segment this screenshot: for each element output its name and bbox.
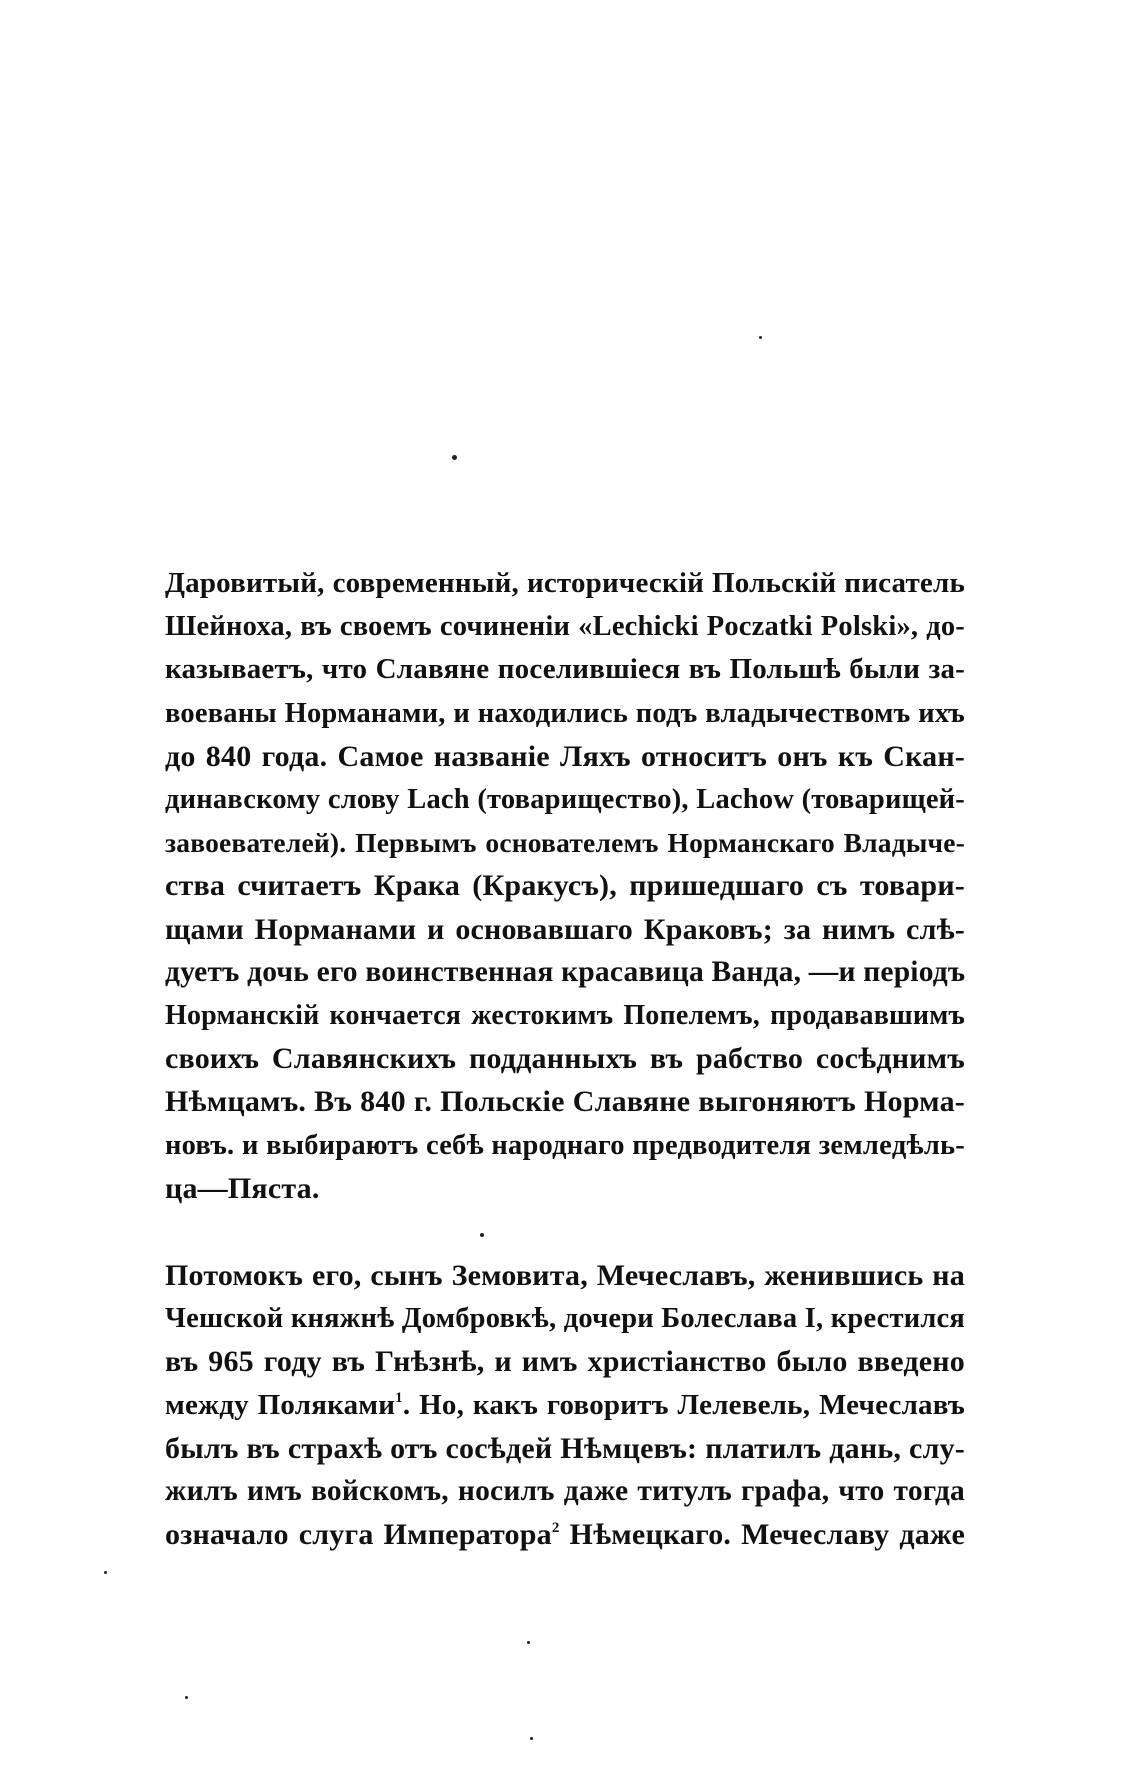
text-line: ца—Пяста.	[165, 1171, 320, 1205]
text-segment: означало слуга Императора	[165, 1518, 552, 1552]
footnote-mark: 1	[395, 1389, 403, 1406]
text-line: Шейноха, въ своемъ сочиненіи «Lechicki Poczatki Polski», до-	[165, 611, 965, 643]
footnote-mark: 2	[551, 1520, 560, 1537]
text-line: дуетъ дочь его воинственная красавица Ванда, —и періодъ	[165, 955, 966, 988]
text-segment: . Но, какъ говоритъ Лелевель, Мечеславъ	[402, 1388, 965, 1421]
text-line: жилъ имъ войскомъ, носилъ даже титулъ графа, что тогда	[165, 1475, 965, 1508]
text-line: новъ. и выбираютъ себѣ народнаго предводителя землeдѣль-	[165, 1129, 965, 1161]
scan-speck	[452, 455, 457, 460]
scan-speck	[185, 1696, 188, 1699]
text-line: щами Норманами и основавшаго Краковъ; за нимъ слѣ-	[165, 912, 965, 946]
text-segment: Нѣмецкаго. Мечеславу даже	[559, 1518, 965, 1552]
text-line: своихъ Славянскихъ подданныхъ въ рабство сосѣднимъ	[165, 1042, 965, 1076]
scan-speck	[759, 336, 762, 339]
text-line: въ 965 году въ Гнѣзнѣ, и имъ христіанство было введено	[165, 1345, 965, 1379]
paragraph-1	[165, 562, 965, 1210]
text-line: былъ въ страхѣ отъ сосѣдей Нѣмцевъ: платилъ дань, слу-	[165, 1431, 965, 1465]
text-line-with-footnote	[165, 1513, 965, 1556]
scan-speck	[480, 1233, 484, 1237]
paragraph-2	[165, 1254, 965, 1556]
text-line: Норманскій кончается жестокимъ Попелемъ, продававшимъ	[165, 1000, 965, 1032]
text-segment: между Поляками	[165, 1388, 396, 1421]
text-line: до 840 года. Самое названіе Ляхъ относитъ онъ къ Скан-	[165, 739, 965, 773]
scan-speck	[530, 1737, 533, 1740]
text-line: Потомокъ его, сынъ Земовита, Мечеславъ, женившись на	[165, 1259, 965, 1292]
text-line: Даровитый, современный, историческій Польскій писатель	[165, 567, 965, 599]
text-line: Чешской княжнѣ Домбровкѣ, дочери Болеслава I, крестился	[165, 1303, 965, 1335]
text-line: воеваны Норманами, и находились подъ владычествомъ ихъ	[165, 697, 965, 729]
text-line: Нѣмцамъ. Въ 840 г. Польскіе Славяне выгоняютъ Норма-	[165, 1085, 965, 1119]
scan-speck	[104, 1571, 107, 1574]
scan-speck	[527, 1641, 530, 1644]
text-line: динавскому слову Lach (товарищество), Lachow (товарищей-	[165, 784, 965, 816]
text-line: ства считаетъ Крака (Кракусъ), пришедшаго съ товари-	[165, 869, 965, 903]
text-line: завоевателей). Первымъ основателемъ Норманскаго Владыче-	[165, 827, 965, 859]
text-line: казываетъ, что Славяне поселившіеся въ Польшѣ были за-	[165, 653, 965, 686]
text-line-with-footnote	[165, 1384, 965, 1427]
